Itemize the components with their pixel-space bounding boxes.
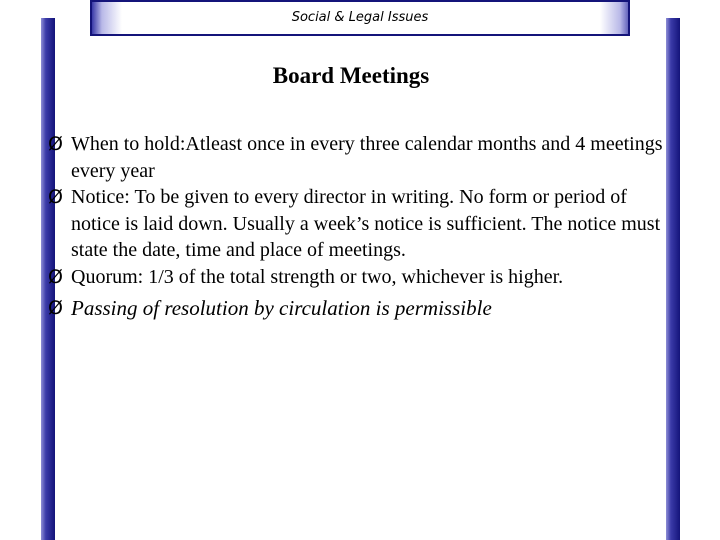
arrowhead-bullet-icon: Ø [48,133,63,155]
bullet-text: Passing of resolution by circulation is permissible [71,296,492,320]
bullet-item [48,264,673,291]
bullet-text: Notice: To be given to every director in writing. No form or period of notice is laid down. Usually a week’s notice is sufficient. The notice must state the date, time and place of meetings. [71,186,661,261]
header-banner [90,0,630,36]
arrowhead-bullet-icon: Ø [48,265,63,288]
bullet-text: Quorum: 1/3 of the total strength or two, whichever is higher. [71,265,564,288]
arrowhead-bullet-icon: Ø [48,297,63,319]
bullet-item [48,184,673,264]
bullet-list [48,131,673,322]
arrowhead-bullet-icon: Ø [48,186,63,208]
bullet-item [48,295,673,322]
header-text: Social & Legal Issues [291,10,429,25]
bullet-item [48,131,673,184]
slide-title: Board Meetings [272,63,430,88]
bullet-text: When to hold:Atleast once in every three calendar months and 4 meetings every year [71,133,663,182]
